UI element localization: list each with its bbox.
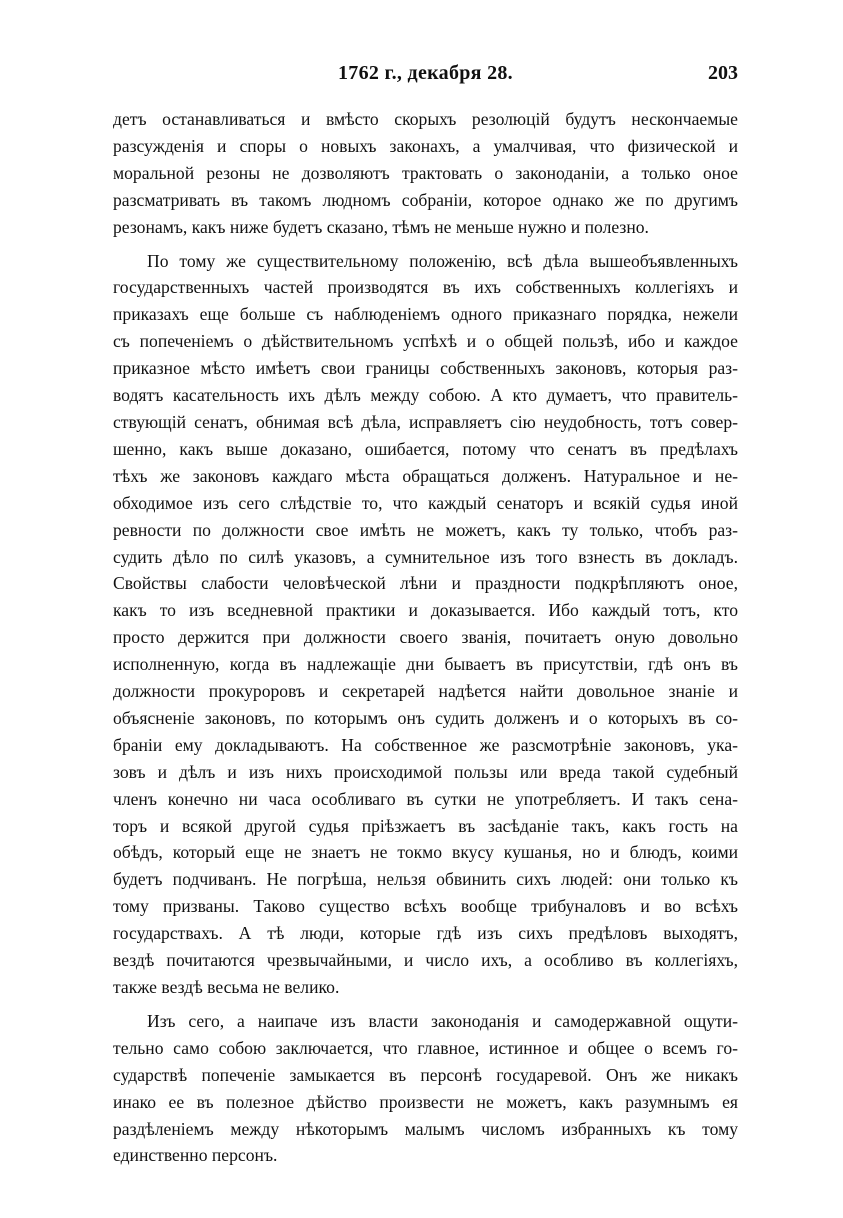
text-line: вездѣ почитаются чрезвычайными, и число ихъ, а особливо въ коллегіяхъ, <box>113 950 738 971</box>
text-line: разсматривать въ такомъ людномъ собраніи, которое однако же по другимъ <box>113 189 738 210</box>
text-line: моральной резоны не дозволяютъ трактовать о законоданіи, а только оное <box>113 162 738 183</box>
body-text <box>113 106 738 1176</box>
text-line: детъ останавливаться и вмѣсто скорыхъ резолюцій будутъ нескончаемые <box>113 109 738 129</box>
text-line: браніи ему докладываютъ. На собственное же разсмотрѣніе законовъ, ука- <box>113 734 738 755</box>
text-line: резонамъ, какъ ниже будетъ сказано, тѣмъ не меньше нужно и полезно. <box>113 216 649 237</box>
text-line: сударствѣ попеченіе замыкается въ персонѣ государевой. Онъ же никакъ <box>113 1064 738 1085</box>
text-line: судить дѣло по силѣ указовъ, а сумнительное изъ того взнесть въ докладъ. <box>113 546 738 567</box>
text-line: приказахъ еще больше съ наблюденіемъ одного приказнаго порядка, нежели <box>113 304 738 325</box>
header-date-title: 1762 г., декабря 28. <box>338 62 513 84</box>
text-line: членъ конечно ни часа особливаго въ сутки не употребляетъ. И такъ сена- <box>113 788 738 809</box>
text-line: исполненную, когда въ надлежащіе дни бываетъ въ присутствіи, гдѣ онъ въ <box>113 654 738 675</box>
text-line: Свойствы слабости человѣческой лѣни и праздности подкрѣпляютъ оное, <box>113 573 738 594</box>
text-line: государствахъ. А тѣ люди, которые гдѣ изъ сихъ предѣловъ выходятъ, <box>113 923 738 944</box>
text-line: зовъ и дѣлъ и изъ нихъ происходимой пользы или вреда такой судебный <box>113 761 738 782</box>
text-line: тѣхъ же законовъ каждаго мѣста обращаться долженъ. Натуральное и не- <box>113 465 738 486</box>
page-number: 203 <box>708 62 738 84</box>
text-line: торъ и всякой другой судья пріѣзжаетъ въ засѣданіе такъ, какъ гость на <box>113 815 738 836</box>
text-line: объясненіе законовъ, по которымъ онъ судить долженъ и о которыхъ въ со- <box>113 707 738 728</box>
text-line: государственныхъ частей производятся въ ихъ собственныхъ коллегіяхъ и <box>113 277 738 298</box>
text-line: съ попеченіемъ о дѣйствительномъ успѣхѣ и о общей пользѣ, ибо и каждое <box>113 331 738 352</box>
text-line: раздѣленіемъ между нѣкоторымъ малымъ числомъ избранныхъ къ тому <box>113 1118 738 1139</box>
text-line: обѣдъ, который еще не знаетъ не токмо вкусу кушанья, но и блюдъ, коими <box>113 842 738 863</box>
text-line: Изъ сего, а наипаче изъ власти законоданія и самодержавной ощути- <box>147 1010 738 1031</box>
text-line: будетъ подчиванъ. Не погрѣша, нельзя обвинить сихъ людей: они только къ <box>113 869 738 890</box>
paragraph-2 <box>113 248 738 1001</box>
text-line: также вездѣ весьма не велико. <box>113 977 340 997</box>
text-line: тому призваны. Таково существо всѣхъ вообще трибуналовъ и во всѣхъ <box>113 896 738 917</box>
text-line: какъ то изъ вседневной практики и доказывается. Ибо каждый тотъ, кто <box>113 600 738 621</box>
text-line: ствующій сенатъ, обнимая всѣ дѣла, исправляетъ сію неудобность, тотъ совер- <box>113 411 738 432</box>
text-line: инако ее въ полезное дѣйство произвести не можетъ, какъ разумнымъ ея <box>113 1091 738 1112</box>
text-line: единственно персонъ. <box>113 1145 278 1166</box>
paragraph-1 <box>113 106 738 241</box>
running-header <box>113 62 738 92</box>
paragraph-3 <box>113 1008 738 1169</box>
text-line: просто держится при должности своего званія, почитаетъ оную довольно <box>113 627 738 648</box>
text-line: водятъ касательность ихъ дѣлъ между собою. А кто думаетъ, что правитель- <box>113 385 738 406</box>
text-line: обходимое изъ сего слѣдствіе то, что каждый сенаторъ и всякій судья иной <box>113 492 738 513</box>
text-line: По тому же существительному положенію, всѣ дѣла вышеобъявленныхъ <box>147 250 738 271</box>
text-line: разсужденія и споры о новыхъ законахъ, а умалчивая, что физической и <box>113 135 738 156</box>
text-line: приказное мѣсто имѣетъ свои границы собственныхъ законовъ, которыя раз- <box>113 358 738 379</box>
text-line: должности прокуроровъ и секретарей надѣется найти довольное знаніе и <box>113 681 738 702</box>
text-line: ревности по должности свое имѣть не можетъ, какъ ту только, чтобъ раз- <box>113 519 738 540</box>
text-line: шенно, какъ выше доказано, ошибается, потому что сенатъ въ предѣлахъ <box>113 438 738 459</box>
text-line: тельно само собою заключается, что главное, истинное и общее о всемъ го- <box>113 1037 738 1058</box>
